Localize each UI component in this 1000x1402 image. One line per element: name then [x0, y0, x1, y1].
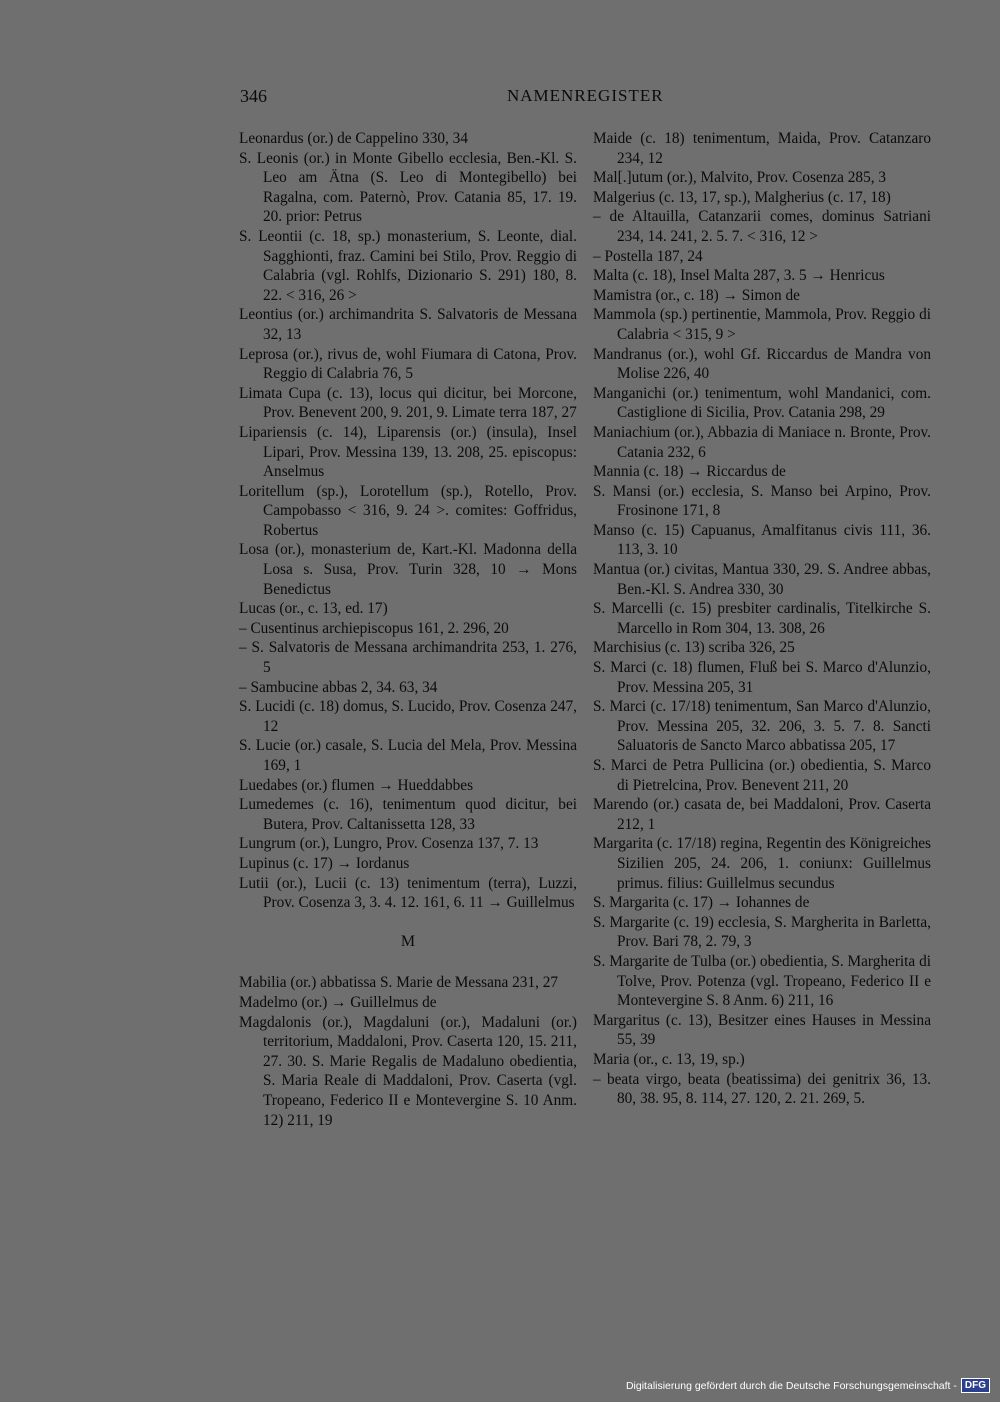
footer-text: Digitalisierung gefördert durch die Deutsche Forschungsgemeinschaft - — [625, 1379, 957, 1392]
page-number: 346 — [240, 86, 267, 106]
index-entry: Mabilia (or.) abbatissa S. Marie de Messana 231, 27 — [239, 974, 559, 992]
index-entry: Lungrum (or.), Lungro, Prov. Cosenza 137, 7. 13 — [239, 835, 539, 853]
index-entry: Leontius (or.) archimandrita S. Salvatoris de Messana 32, 13 — [239, 306, 577, 343]
index-subentry: – de Altauilla, Catanzarii comes, dominus Satriani 234, 14. 241, 2. 5. 7. < 316, 12 > — [593, 208, 931, 245]
index-entry: Margarita (c. 17/18) regina, Regentin des Königreiches Sizilien 205, 24. 206, 1. coniunx: Guillelmus primus. filius: Guillelmus secundus — [593, 835, 931, 892]
index-subentry: – S. Salvatoris de Messana archimandrita 253, 1. 276, 5 — [239, 639, 577, 677]
index-entry: Lipariensis (c. 14), Liparensis (or.) (insula), Insel Lipari, Prov. Messina 139, 13. 208, 25. episcopus: Anselmus — [239, 423, 577, 481]
index-entry: Mammola (sp.) pertinentie, Mammola, Prov. Reggio di Calabria < 315, 9 > — [593, 306, 931, 343]
dfg-logo: DFG — [961, 1378, 990, 1393]
index-entry: S. Leonis (or.) in Monte Gibello ecclesia, Ben.-Kl. S. Leo am Ätna (S. Leo di Montegibello) bei Ragalna, com. Paternò, Prov. Catania 85, 17. 19. 20. prior: Petrus — [239, 149, 577, 226]
index-entry: Lumedemes (c. 16), tenimentum quod dicitur, bei Butera, Prov. Caltanissetta 128, 33 — [239, 796, 577, 833]
index-entry: S. Marcelli (c. 15) presbiter cardinalis, Titelkirche S. Marcello in Rom 304, 13. 308, 26 — [593, 600, 931, 637]
index-entry: Maide (c. 18) tenimentum, Maida, Prov. Catanzaro 234, 12 — [593, 130, 931, 167]
index-entry: S. Marci de Petra Pullicina (or.) obedientia, S. Marco di Pietrelcina, Prov. Benevent 211, 20 — [593, 757, 931, 794]
footer — [626, 1377, 990, 1394]
section-letter-heading: M — [400, 932, 416, 950]
index-entry: S. Leontii (c. 18, sp.) monasterium, S. Leonte, dial. Sagghionti, fraz. Camini bei Stilo, Prov. Reggio di Calabria (vgl. Rohlfs, Dizionario S. 291) 180, 8. 22. < 316, 26 > — [239, 227, 577, 304]
index-entry: Mal[.]utum (or.), Malvito, Prov. Cosenza 285, 3 — [593, 169, 887, 187]
index-subentry: – Cusentinus archiepiscopus 161, 2. 296, 20 — [239, 619, 509, 637]
index-entry: Lucas (or., c. 13, ed. 17) — [239, 600, 388, 618]
running-head: NAMENREGISTER — [507, 86, 664, 105]
index-entry: Leonardus (or.) de Cappelino 330, 34 — [239, 130, 468, 147]
index-entry: Mannia (c. 18) → Riccardus de — [593, 463, 786, 481]
index-entry: Manso (c. 15) Capuanus, Amalfitanus civis 111, 36. 113, 3. 10 — [593, 521, 931, 559]
index-entry: Losa (or.), monasterium de, Kart.-Kl. Madonna della Losa s. Susa, Prov. Turin 328, 10 → Mons Benedictus — [239, 541, 577, 598]
index-subentry: – Postella 187, 24 — [593, 247, 703, 265]
index-entry: Maria (or., c. 13, 19, sp.) — [593, 1050, 745, 1068]
index-entry: Lupinus (c. 17) → Iordanus — [239, 854, 410, 872]
index-entry: Lutii (or.), Lucii (c. 13) tenimentum (terra), Luzzi, Prov. Cosenza 3, 3. 4. 12. 161, 6. 11 → Guillelmus — [239, 874, 577, 912]
index-entry: S. Margarite de Tulba (or.) obedientia, S. Margherita di Tolve, Prov. Potenza (vgl. Tropeano, Federico II e Montevergine S. 8 Anm. 6) 211, 16 — [593, 952, 931, 1010]
index-entry: Leprosa (or.), rivus de, wohl Fiumara di Catona, Prov. Reggio di Calabria 76, 5 — [239, 345, 577, 383]
index-entry: Magdalonis (or.), Magdaluni (or.), Madaluni (or.) territorium, Maddaloni, Prov. Caserta 120, 15. 211, 27. 30. S. Marie Regalis de Madaluno obedientia, S. Maria Reale di Maddaloni, Prov. Caserta (vgl. Tropeano, Federico II e Montevergine S. 10 Anm. 12) 211, 19 — [239, 1013, 577, 1129]
index-entry: Margaritus (c. 13), Besitzer eines Hauses in Messina 55, 39 — [593, 1011, 931, 1049]
index-entry: Limata Cupa (c. 13), locus qui dicitur, bei Morcone, Prov. Benevent 200, 9. 201, 9. Limate terra 187, 27 — [239, 384, 577, 422]
left-column — [239, 129, 577, 1130]
index-entry: Luedabes (or.) flumen → Hueddabbes — [239, 776, 474, 794]
index-entry: Manganichi (or.) tenimentum, wohl Mandanici, com. Castiglione di Sicilia, Prov. Catania 298, 29 — [593, 384, 931, 422]
index-entry: S. Margarite (c. 19) ecclesia, S. Margherita in Barletta, Prov. Bari 78, 2. 79, 3 — [593, 913, 931, 951]
index-entry: Mandranus (or.), wohl Gf. Riccardus de Mandra von Molise 226, 40 — [593, 345, 931, 383]
index-subentry: – beata virgo, beata (beatissima) dei genitrix 36, 13. 80, 38. 95, 8. 114, 27. 120, 2. 21. 269, 5. — [593, 1070, 931, 1108]
index-entry: Marendo (or.) casata de, bei Maddaloni, Prov. Caserta 212, 1 — [593, 796, 931, 833]
index-entry: Malta (c. 18), Insel Malta 287, 3. 5 → Henricus — [593, 267, 885, 285]
index-entry: Loritellum (sp.), Lorotellum (sp.), Rotello, Prov. Campobasso < 316, 9. 24 >. comites: Goffridus, Robertus — [239, 482, 577, 539]
index-entry: S. Lucie (or.) casale, S. Lucia del Mela, Prov. Messina 169, 1 — [239, 737, 577, 774]
index-entry: Marchisius (c. 13) scriba 326, 25 — [593, 639, 795, 657]
index-entry: Malgerius (c. 13, 17, sp.), Malgherius (c. 17, 18) — [593, 188, 891, 206]
right-column — [593, 129, 931, 1109]
index-entry: Mamistra (or., c. 18) → Simon de — [593, 286, 800, 304]
index-entry: S. Mansi (or.) ecclesia, S. Manso bei Arpino, Prov. Frosinone 171, 8 — [593, 482, 931, 520]
index-entry: Mantua (or.) civitas, Mantua 330, 29. S. Andree abbas, Ben.-Kl. S. Andrea 330, 30 — [593, 561, 931, 598]
index-entry: S. Marci (c. 17/18) tenimentum, San Marco d'Alunzio, Prov. Messina 205, 32. 206, 3. 5. 7. 8. Sancti Saluatoris de Sancto Marco abbatissa 205, 17 — [593, 698, 931, 755]
index-entry: Madelmo (or.) → Guillelmus de — [239, 993, 437, 1011]
index-entry: S. Margarita (c. 17) → Iohannes de — [593, 894, 810, 912]
index-subentry: – Sambucine abbas 2, 34. 63, 34 — [239, 678, 438, 696]
index-entry: Maniachium (or.), Abbazia di Maniace n. Bronte, Prov. Catania 232, 6 — [593, 423, 931, 461]
index-entry: S. Lucidi (c. 18) domus, S. Lucido, Prov. Cosenza 247, 12 — [239, 698, 577, 735]
index-entry: S. Marci (c. 18) flumen, Fluß bei S. Marco d'Alunzio, Prov. Messina 205, 31 — [593, 659, 931, 696]
